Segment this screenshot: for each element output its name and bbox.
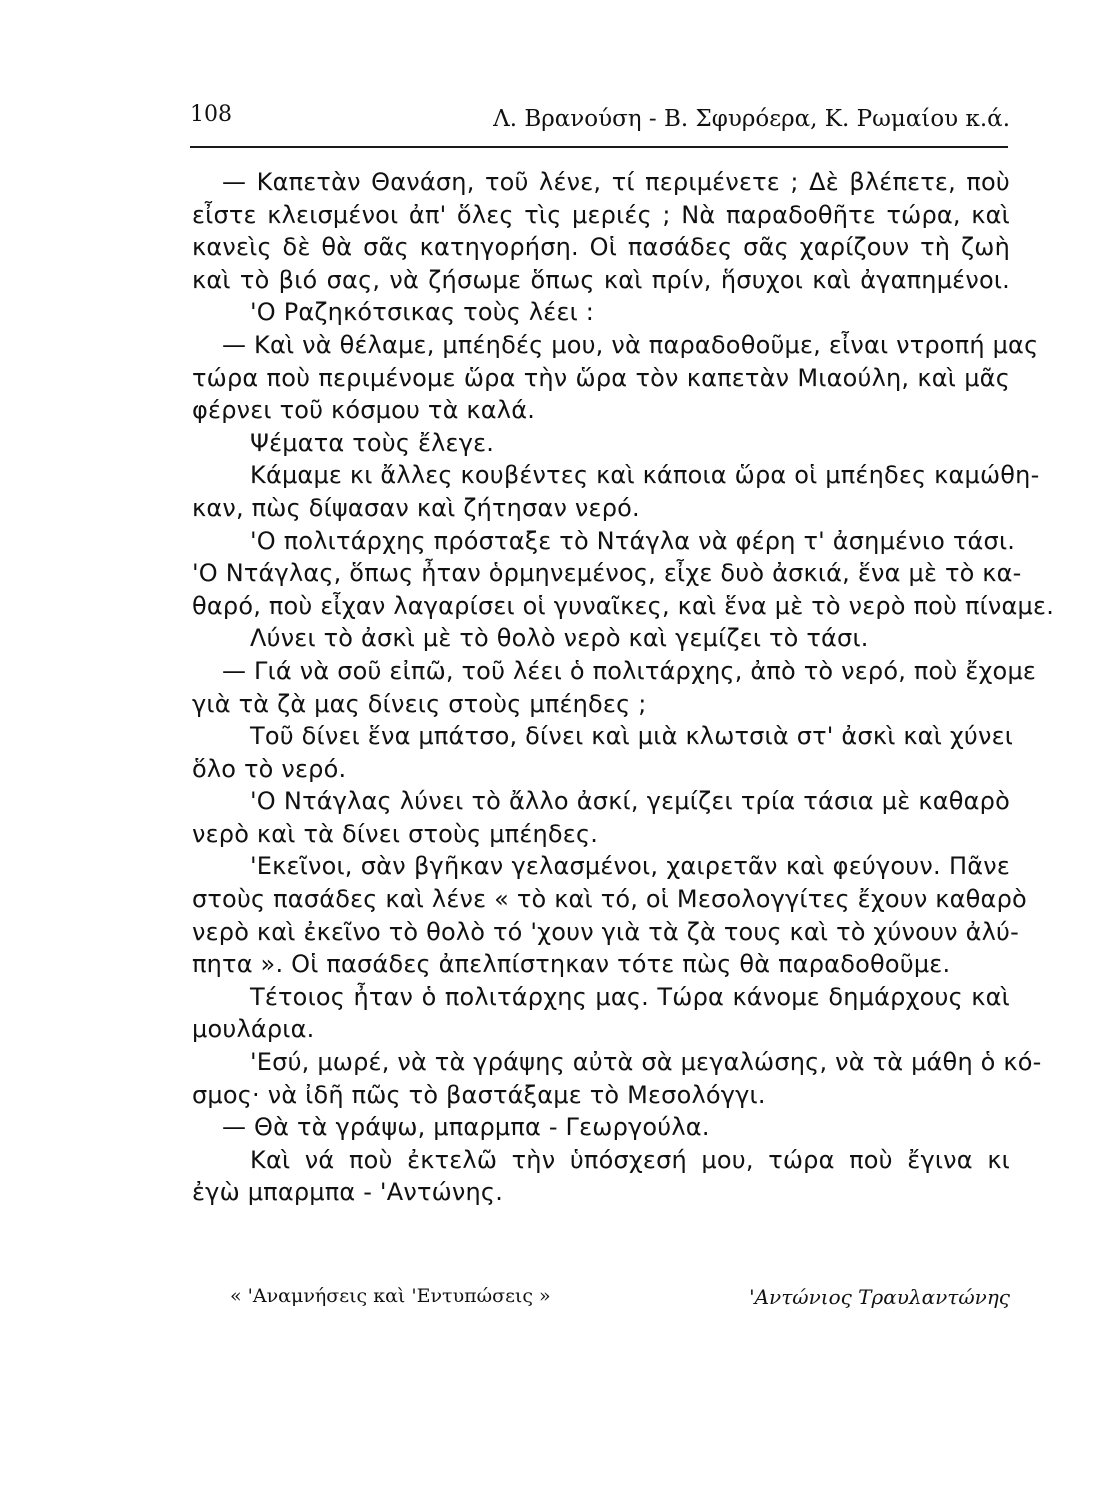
text-line: 'Ο πολιτάρχης πρόσταξε τὸ Ντάγλα νὰ φέρη τ' ἀσημένιο τάσι. [250, 526, 1016, 555]
text-line: Τοῦ δίνει ἕνα μπάτσο, δίνει καὶ μιὰ κλωτσιὰ στ' ἀσκὶ καὶ χύνει [250, 722, 1014, 751]
text-line: ἐγὼ μπαρμπα - 'Αντώνης. [192, 1178, 504, 1207]
text-line: σμος· νὰ ἰδῆ πῶς τὸ βαστάξαμε τὸ Μεσολόγγι. [192, 1080, 766, 1109]
text-line: 'Εκεῖνοι, σὰν βγῆκαν γελασμένοι, χαιρετᾶν καὶ φεύγουν. Πᾶνε [250, 852, 1010, 881]
text-line: Ψέματα τοὺς ἔλεγε. [250, 428, 495, 457]
page-header [190, 100, 1010, 140]
text-line: Τέτοιος ἦταν ὁ πολιτάρχης μας. Τώρα κάνομε δημάρχους καὶ [250, 982, 1010, 1011]
text-line: κανεὶς δὲ θὰ σᾶς κατηγορήση. Οἱ πασάδες σᾶς χαρίζουν τὴ ζωὴ [192, 233, 1010, 262]
text-line: 'Ο Ντάγλας λύνει τὸ ἄλλο ἀσκί, γεμίζει τρία τάσια μὲ καθαρὸ [250, 787, 1010, 816]
text-line: θαρό, ποὺ εἶχαν λαγαρίσει οἱ γυναῖκες, καὶ ἕνα μὲ τὸ νερὸ ποὺ πίναμε. [192, 591, 1055, 620]
text-line: Καὶ νά ποὺ ἐκτελῶ τὴν ὑπόσχεσή μου, τώρα ποὺ ἔγινα κι [250, 1145, 1010, 1174]
author-signature: 'Αντώνιος Τραυλαντώνης [749, 1285, 1010, 1309]
page-number: 108 [190, 102, 232, 127]
text-line: ὅλο τὸ νερό. [192, 754, 347, 783]
text-line: καν, πὼς δίψασαν καὶ ζήτησαν νερό. [192, 493, 640, 522]
text-line: Κάμαμε κι ἄλλες κουβέντες καὶ κάποια ὥρα οἱ μπέηδες καμώθη- [250, 461, 1040, 490]
text-line: στοὺς πασάδες καὶ λένε « τὸ καὶ τό, οἱ Μεσολογγίτες ἔχουν καθαρὸ [192, 885, 1027, 914]
header-rule [190, 146, 1008, 148]
text-line: — Καπετὰν Θανάση, τοῦ λένε, τί περιμένετε ; Δὲ βλέπετε, ποὺ [222, 168, 1010, 196]
text-line: 'Εσύ, μωρέ, νὰ τὰ γράψης αὐτὰ σὰ μεγαλώσης, νὰ τὰ μάθη ὁ κό- [250, 1048, 1042, 1077]
running-head: Λ. Βρανούση - Β. Σφυρόερα, Κ. Ρωμαίου κ.ά. [493, 106, 1010, 132]
text-line: φέρνει τοῦ κόσμου τὰ καλά. [192, 396, 536, 425]
text-line: — Καὶ νὰ θέλαμε, μπέηδές μου, νὰ παραδοθοῦμε, εἶναι ντροπή μας [222, 330, 1039, 359]
text-line: νερὸ καὶ τὰ δίνει στοὺς μπέηδες. [192, 819, 599, 848]
text-line: 'Ο Ραζηκότσικας τοὺς λέει : [250, 298, 595, 327]
source-citation: « 'Αναμνήσεις καὶ 'Εντυπώσεις » [230, 1285, 551, 1307]
text-line: νερὸ καὶ ἐκεῖνο τὸ θολὸ τό 'χουν γιὰ τὰ ζὰ τους καὶ τὸ χύνουν ἀλύ- [192, 917, 1019, 946]
text-line: εἶστε κλεισμένοι ἀπ' ὅλες τὶς μεριές ; Νὰ παραδοθῆτε τώρα, καὶ [192, 200, 1010, 229]
main-text [192, 166, 1055, 1209]
text-line: — Γιά νὰ σοῦ εἰπῶ, τοῦ λέει ὁ πολιτάρχης, ἀπὸ τὸ νερό, ποὺ ἔχομε [222, 656, 1037, 685]
text-line: τώρα ποὺ περιμένομε ὥρα τὴν ὥρα τὸν καπετὰν Μιαούλη, καὶ μᾶς [192, 363, 1010, 392]
text-line: πητα ». Οἱ πασάδες ἀπελπίστηκαν τότε πὼς θὰ παραδοθοῦμε. [192, 950, 951, 979]
page-footer [230, 1285, 1010, 1325]
text-line: Λύνει τὸ ἀσκὶ μὲ τὸ θολὸ νερὸ καὶ γεμίζει τὸ τάσι. [250, 624, 869, 653]
text-line: μουλάρια. [192, 1015, 315, 1044]
text-line: — Θὰ τὰ γράψω, μπαρμπα - Γεωργούλα. [222, 1113, 710, 1142]
text-line: γιὰ τὰ ζὰ μας δίνεις στοὺς μπέηδες ; [192, 689, 647, 718]
text-line: 'Ο Ντάγλας, ὅπως ἦταν ὁρμηνεμένος, εἶχε δυὸ ἀσκιά, ἕνα μὲ τὸ κα- [192, 559, 1022, 588]
text-line: καὶ τὸ βιό σας, νὰ ζήσωμε ὅπως καὶ πρίν, ἥσυχοι καὶ ἀγαπημένοι. [192, 265, 1010, 294]
